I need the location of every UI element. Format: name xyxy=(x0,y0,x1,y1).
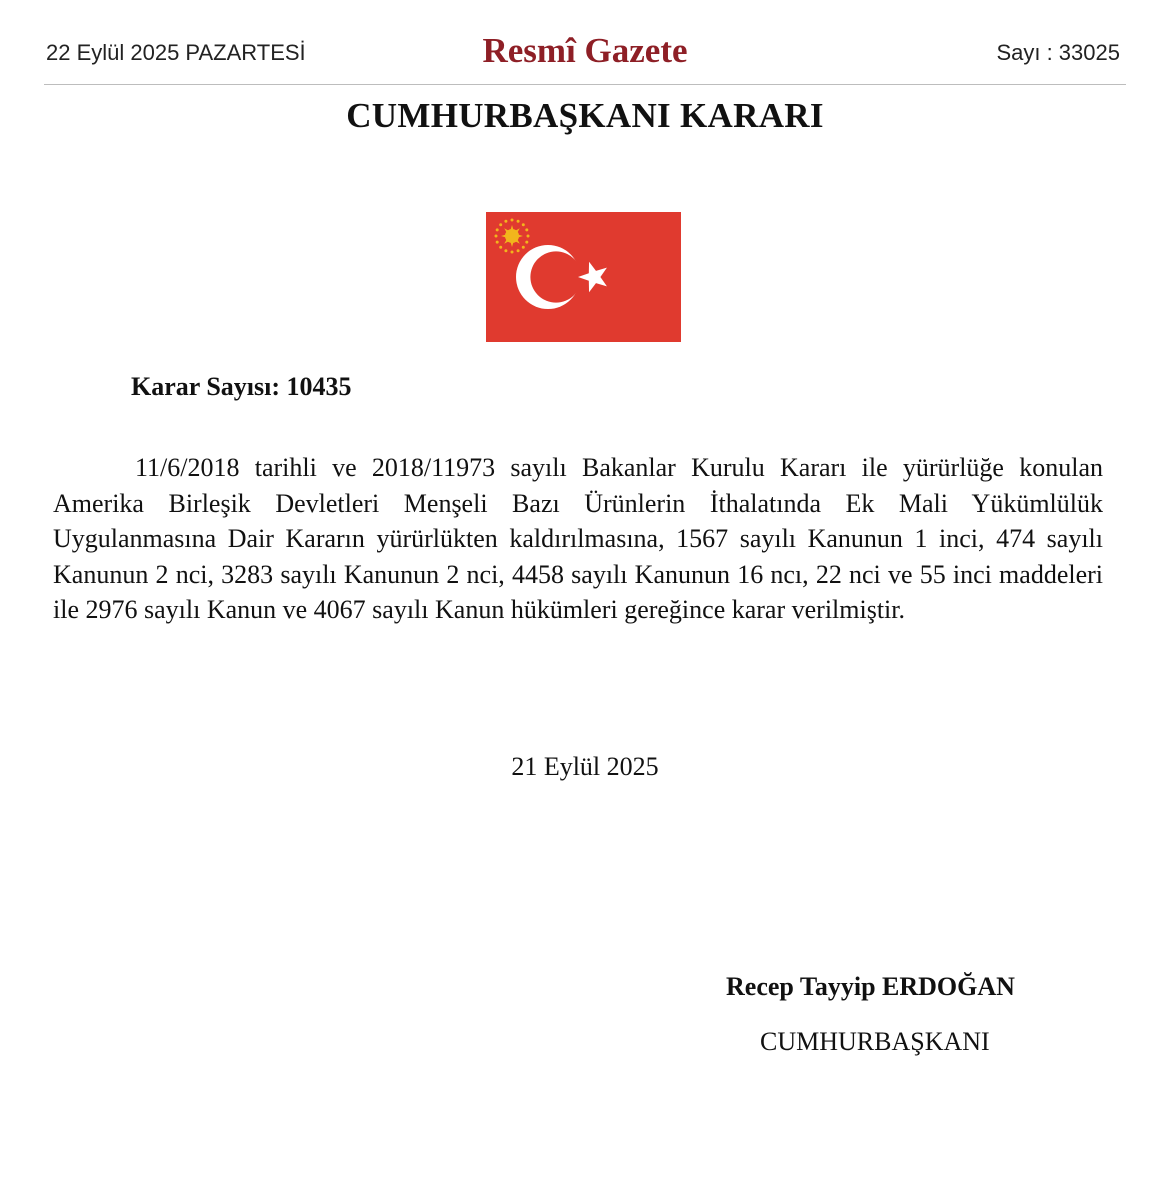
decision-body: 11/6/2018 tarihli ve 2018/11973 sayılı Bakanlar Kurulu Kararı ile yürürlüğe konulan Amerika Birleşik Devletleri Menşeli Bazı Ürünlerin İthalatında Ek Mali Yükümlülük Uygulanmasına Dair Kararın yürürlükten kaldırılmasına, 1567 sayılı Kanunun 1 inci, 474 sayılı Kanunun 2 nci, 3283 sayılı Kanunun 2 nci, 4458 sayılı Kanunun 16 ncı, 22 nci ve 55 inci maddeleri ile 2976 sayılı Kanun ve 4067 sayılı Kanun hükümleri gereğince karar verilmiştir. xyxy=(53,453,1103,624)
gazette-date: 22 Eylül 2025 PAZARTESİ xyxy=(46,40,306,65)
document-title: CUMHURBAŞKANI KARARI xyxy=(346,96,824,135)
decision-number: Karar Sayısı: 10435 xyxy=(131,372,352,401)
signer-title: CUMHURBAŞKANI xyxy=(760,1027,990,1056)
signer-name: Recep Tayyip ERDOĞAN xyxy=(726,972,1015,1001)
turkish-presidential-flag-icon xyxy=(486,212,681,342)
gazette-issue-number: Sayı : 33025 xyxy=(996,40,1120,65)
decision-date: 21 Eylül 2025 xyxy=(511,752,659,781)
gazette-masthead: Resmî Gazete xyxy=(482,31,688,70)
header-divider xyxy=(44,84,1126,85)
